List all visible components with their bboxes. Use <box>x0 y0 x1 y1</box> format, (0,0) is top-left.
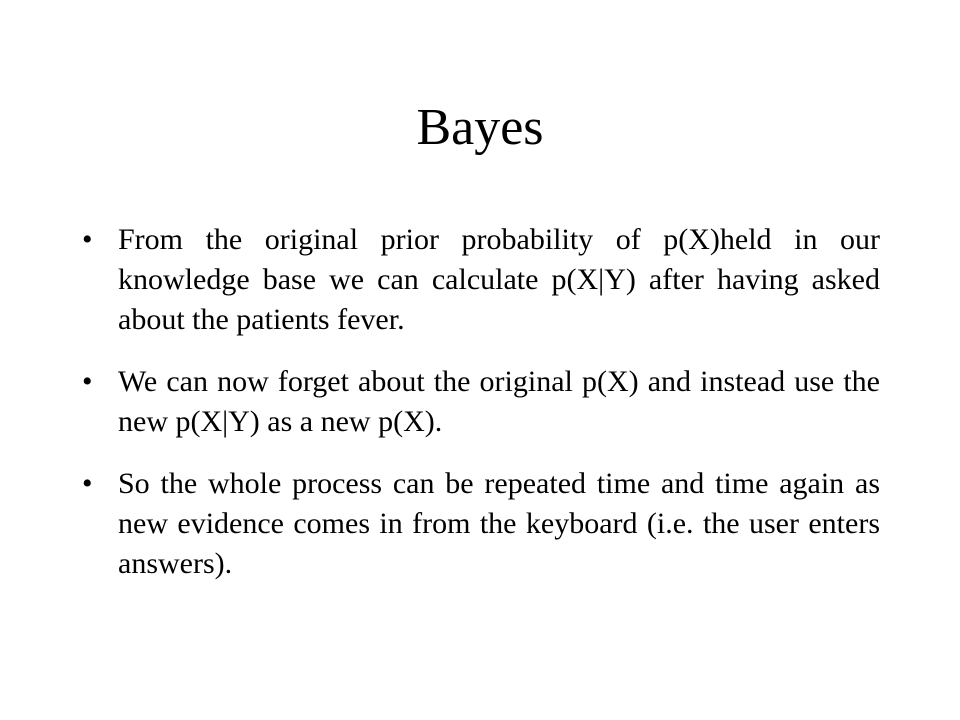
bullet-text: We can now forget about the original p(X) and instead use the new p(X|Y) as a new p(X). <box>118 365 880 438</box>
bullet-icon: • <box>82 467 93 500</box>
bullet-item <box>82 464 880 584</box>
bullet-icon: • <box>82 365 93 398</box>
slide-title: Bayes <box>416 99 544 156</box>
bullet-list <box>82 220 880 606</box>
bullet-item <box>82 220 880 340</box>
bullet-text: So the whole process can be repeated time and time again as new evidence comes in from the keyboard (i.e. the user enters answers). <box>118 467 880 580</box>
bullet-item <box>82 362 880 442</box>
bullet-icon: • <box>82 223 93 256</box>
bullet-text: From the original prior probability of p(X)held in our knowledge base we can calculate p(X|Y) after having asked about the patients fever. <box>118 223 880 336</box>
